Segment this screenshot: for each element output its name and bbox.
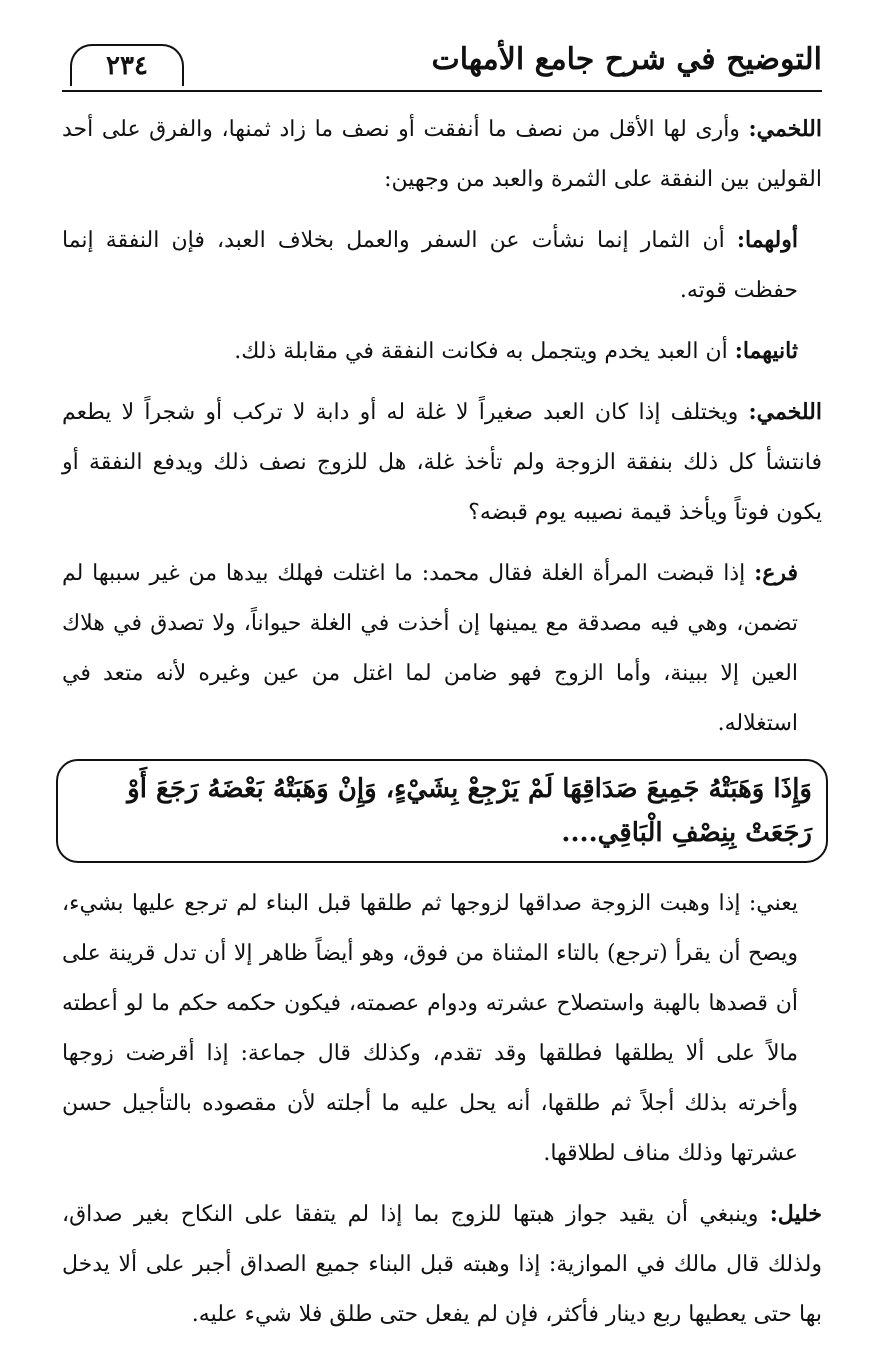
- speaker-label: أولهما:: [736, 227, 798, 253]
- paragraph: [62, 548, 822, 749]
- paragraph: [62, 879, 822, 1179]
- paragraph-text: يعني: إذا وهبت الزوجة صداقها لزوجها ثم طلقها قبل البناء لم ترجع عليها بشيء، ويصح أن يقرأ (ترجع) بالتاء المثناة من فوق، وهو أيضاً ظاهر إلا أن تدل قرينة على أن قصدها بالهبة واستصلاح عشرته ودوام عصمته، فيكون حكمه حكم ما لو أعطته مالاً على ألا يطلقها فطلقها وقد تقدم، وكذلك قال جماعة: إذا أقرضت زوجها وأخرته بذلك أجلاً ثم طلقها، أنه يحل عليه ما أجلته لأن مقصوده بالتأجيل حسن عشرتها وذلك مناف لطلاقها.: [62, 891, 798, 1166]
- page-number: ٢٣٤: [70, 44, 184, 86]
- speaker-label: اللخمي:: [748, 399, 822, 425]
- page: [62, 30, 822, 1350]
- paragraph: [62, 387, 822, 538]
- speaker-label: اللخمي:: [748, 116, 822, 142]
- speaker-label: فرع:: [754, 560, 798, 586]
- paragraph-text: ويختلف إذا كان العبد صغيراً لا غلة له أو دابة لا تركب أو شجراً لا يطعم فانتشأ كل ذلك بنفقة الزوجة ولم تأخذ غلة، هل للزوج نصف ذلك ويدفع النفقة أو يكون فوتاً ويأخذ قيمة نصيبه يوم قبضه؟: [62, 400, 822, 525]
- paragraph: [62, 215, 822, 316]
- paragraph: [62, 104, 822, 205]
- page-body: [62, 104, 822, 1340]
- speaker-label: ثانيهما:: [734, 338, 798, 364]
- paragraph-text: وأرى لها الأقل من نصف ما أنفقت أو نصف ما زاد ثمنها، والفرق على أحد القولين بين النفقة على الثمرة والعبد من وجهين:: [62, 117, 822, 192]
- paragraph-text: إذا قبضت المرأة الغلة فقال محمد: ما اغتلت فهلك بيدها من غير سببها لم تضمن، وهي فيه مصدقة مع يمينها إن أخذت في الغلة حيواناً، ولا تصدق في هلاك العين إلا ببينة، وأما الزوج فهو ضامن لما اغتل من عين وغيره لأنه متعد في استغلاله.: [62, 561, 798, 736]
- paragraph-text: أن الثمار إنما نشأت عن السفر والعمل بخلاف العبد، فإن النفقة إنما حفظت قوته.: [62, 228, 798, 303]
- page-header: [62, 30, 822, 92]
- paragraph: [62, 326, 822, 377]
- matn-text-box: وَإِذَا وَهَبَتْهُ جَمِيعَ صَدَاقِهَا لَمْ يَرْجِعْ بِشَيْءٍ، وَإِنْ وَهَبَتْهُ بَعْضَهُ رَجَعَ أَوْ رَجَعَتْ بِنِصْفِ الْبَاقِي....: [56, 759, 828, 863]
- speaker-label: خليل:: [769, 1201, 822, 1227]
- paragraph-text: أن العبد يخدم ويتجمل به فكانت النفقة في مقابلة ذلك.: [234, 339, 728, 364]
- book-title: التوضيح في شرح جامع الأمهات: [431, 42, 822, 77]
- paragraph: [62, 1189, 822, 1340]
- paragraph-text: وينبغي أن يقيد جواز هبتها للزوج بما إذا لم يتفقا على النكاح بغير صداق، ولذلك قال مالك في الموازية: إذا وهبته قبل البناء جميع الصداق أجبر على ألا يدخل بها حتى يعطيها ربع دينار فأكثر، فإن لم يفعل حتى طلق فلا شيء عليه.: [62, 1202, 822, 1327]
